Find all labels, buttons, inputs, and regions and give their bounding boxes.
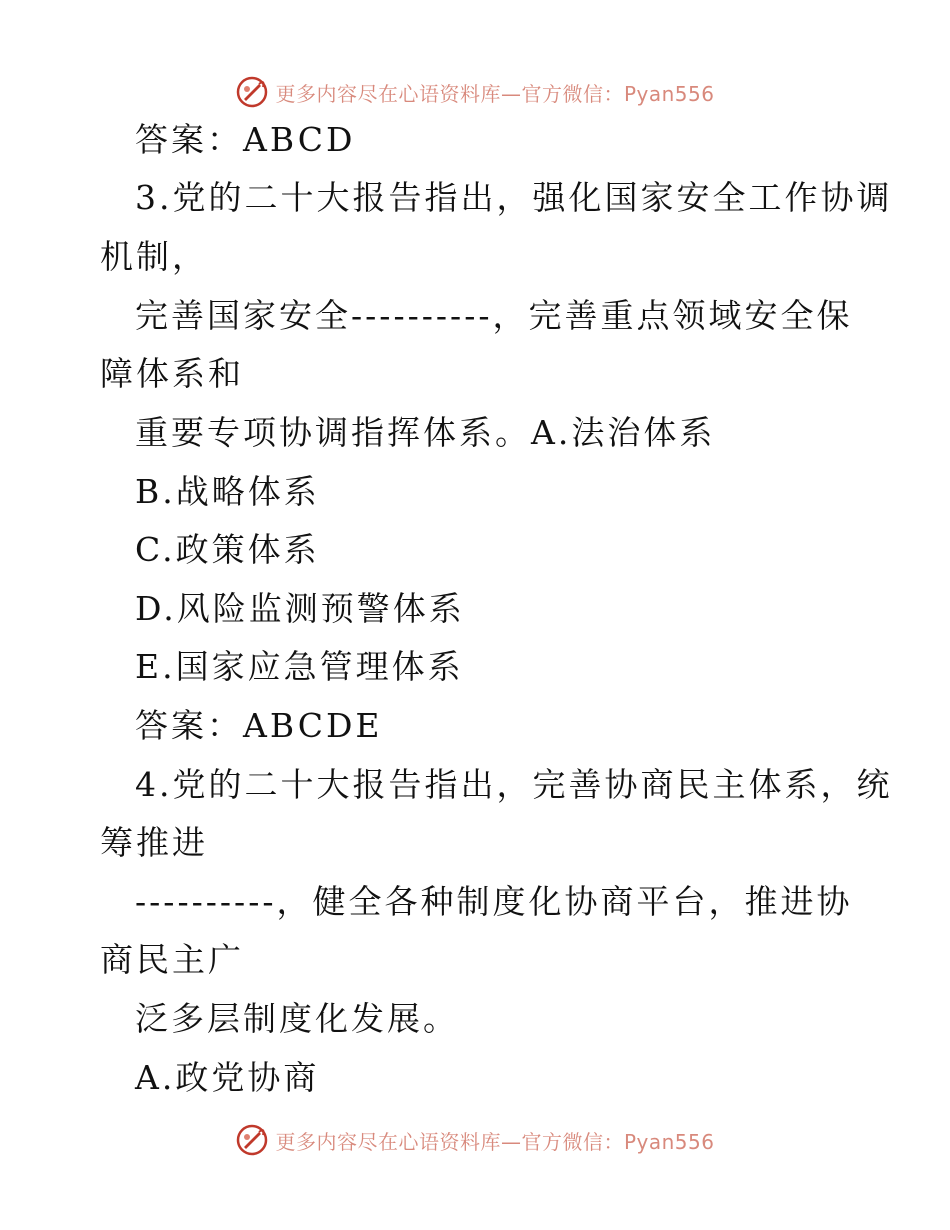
question-4-line: ----------，健全各种制度化协商平台，推进协 — [135, 882, 853, 921]
question-3-line: 完善国家安全----------，完善重点领域安全保 — [135, 296, 853, 335]
watermark-text: 更多内容尽在心语资料库—官方微信：Pyan556 — [275, 1129, 715, 1154]
question-4-wrap: 筹推进 — [100, 823, 208, 862]
question-3-wrap: 机制， — [100, 237, 208, 276]
watermark-footer — [0, 1120, 950, 1160]
watermark-header — [0, 72, 950, 112]
quill-seal-icon — [235, 1123, 269, 1157]
answer-line: 答案：ABCDE — [135, 706, 383, 745]
question-3-wrap: 障体系和 — [100, 354, 244, 393]
question-3-line: 重要专项协调指挥体系。A.法治体系 — [135, 413, 716, 452]
quill-seal-icon — [235, 75, 269, 109]
option-c: C.政策体系 — [135, 530, 320, 569]
question-4-wrap: 商民主广 — [100, 940, 244, 979]
question-4-line: 泛多层制度化发展。 — [135, 999, 459, 1038]
answer-line: 答案：ABCD — [135, 120, 356, 159]
option-d: D.风险监测预警体系 — [135, 589, 465, 628]
option-b: B.战略体系 — [135, 472, 320, 511]
question-4-line: 4.党的二十大报告指出，完善协商民主体系，统 — [135, 765, 893, 804]
option-e: E.国家应急管理体系 — [135, 647, 464, 686]
option-a: A.政党协商 — [135, 1058, 320, 1097]
watermark-text: 更多内容尽在心语资料库—官方微信：Pyan556 — [275, 81, 715, 106]
question-3-line: 3.党的二十大报告指出，强化国家安全工作协调 — [135, 178, 893, 217]
